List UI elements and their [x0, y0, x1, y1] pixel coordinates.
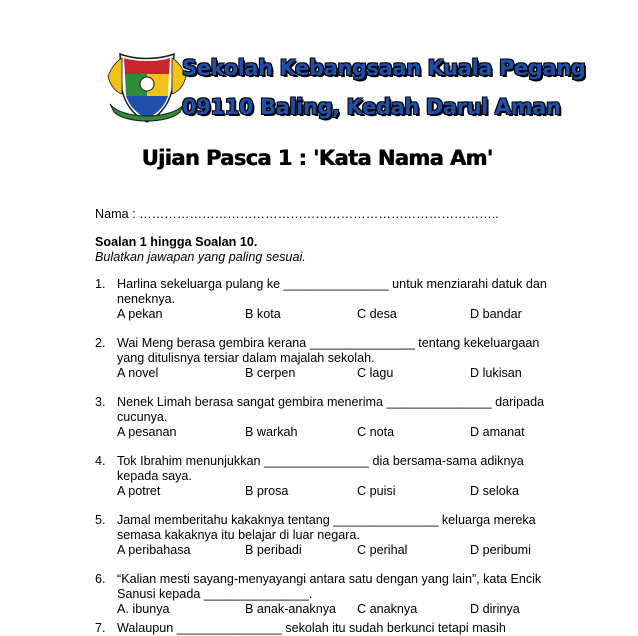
question-text: Sanusi kepada _______________. [117, 587, 313, 601]
question-text: Harlina sekeluarga pulang ke _______________ untuk menziarahi datuk dan [117, 277, 547, 291]
question-text: neneknya. [117, 292, 176, 306]
option-a[interactable]: A potret [117, 484, 161, 498]
option-d[interactable]: D seloka [470, 484, 519, 498]
option-c[interactable]: C desa [357, 307, 397, 321]
option-b[interactable]: B cerpen [245, 366, 296, 380]
instruction-range: Soalan 1 hingga Soalan 10. [95, 235, 258, 249]
question-text: semasa kakaknya itu belajar di luar negara. [117, 528, 360, 542]
option-b[interactable]: B warkah [245, 425, 298, 439]
question-text: Jamal memberitahu kakaknya tentang _______________ keluarga mereka [117, 513, 536, 527]
option-b[interactable]: B anak-anaknya [245, 602, 337, 616]
question-number: 7. [95, 621, 106, 635]
option-d[interactable]: D amanat [470, 425, 525, 439]
option-d[interactable]: D peribumi [470, 543, 531, 557]
question-number: 6. [95, 572, 106, 586]
question-text: Wai Meng berasa gembira kerana _______________ tentang kekeluargaan [117, 336, 540, 350]
option-d[interactable]: D bandar [470, 307, 522, 321]
question-text: “Kalian mesti sayang-menyayangi antara satu dengan yang lain”, kata Encik [117, 572, 542, 586]
option-a[interactable]: A pesanan [117, 425, 177, 439]
question-text: kepada saya. [117, 469, 192, 483]
exam-title: Ujian Pasca 1 : 'Kata Nama Am' [141, 146, 493, 170]
question-text: cucunya. [117, 410, 168, 424]
question-text: yang ditulisnya tersiar dalam majalah sekolah. [117, 351, 375, 365]
question-text: Walaupun _______________ sekolah itu sudah berkunci tetapi masih [117, 621, 506, 635]
question-number: 5. [95, 513, 106, 527]
option-a[interactable]: A novel [117, 366, 159, 380]
option-c[interactable]: C perihal [357, 543, 408, 557]
school-name: Sekolah Kebangsaan Kuala Pegang [182, 56, 586, 80]
option-b[interactable]: B kota [245, 307, 281, 321]
option-b[interactable]: B peribadi [245, 543, 302, 557]
school-crest-icon [106, 46, 188, 128]
question-text: Nenek Limah berasa sangat gembira menerima _______________ daripada [117, 395, 545, 409]
option-a[interactable]: A pekan [117, 307, 163, 321]
name-field-line: Nama : ………………………………………………………………………….. [95, 207, 499, 221]
option-a[interactable]: A. ibunya [117, 602, 170, 616]
question-number: 4. [95, 454, 106, 468]
question-number: 1. [95, 277, 106, 291]
question-number: 3. [95, 395, 106, 409]
option-a[interactable]: A peribahasa [117, 543, 191, 557]
option-c[interactable]: C anaknya [357, 602, 418, 616]
question-text: Tok Ibrahim menunjukkan _______________ dia bersama-sama adiknya [117, 454, 524, 468]
question-number: 2. [95, 336, 106, 350]
option-d[interactable]: D dirinya [470, 602, 520, 616]
option-b[interactable]: B prosa [245, 484, 289, 498]
option-c[interactable]: C lagu [357, 366, 394, 380]
option-d[interactable]: D lukisan [470, 366, 522, 380]
option-c[interactable]: C puisi [357, 484, 396, 498]
instruction-note: Bulatkan jawapan yang paling sesuai. [95, 250, 306, 264]
option-c[interactable]: C nota [357, 425, 395, 439]
school-address: 09110 Baling, Kedah Darul Aman [182, 95, 561, 119]
